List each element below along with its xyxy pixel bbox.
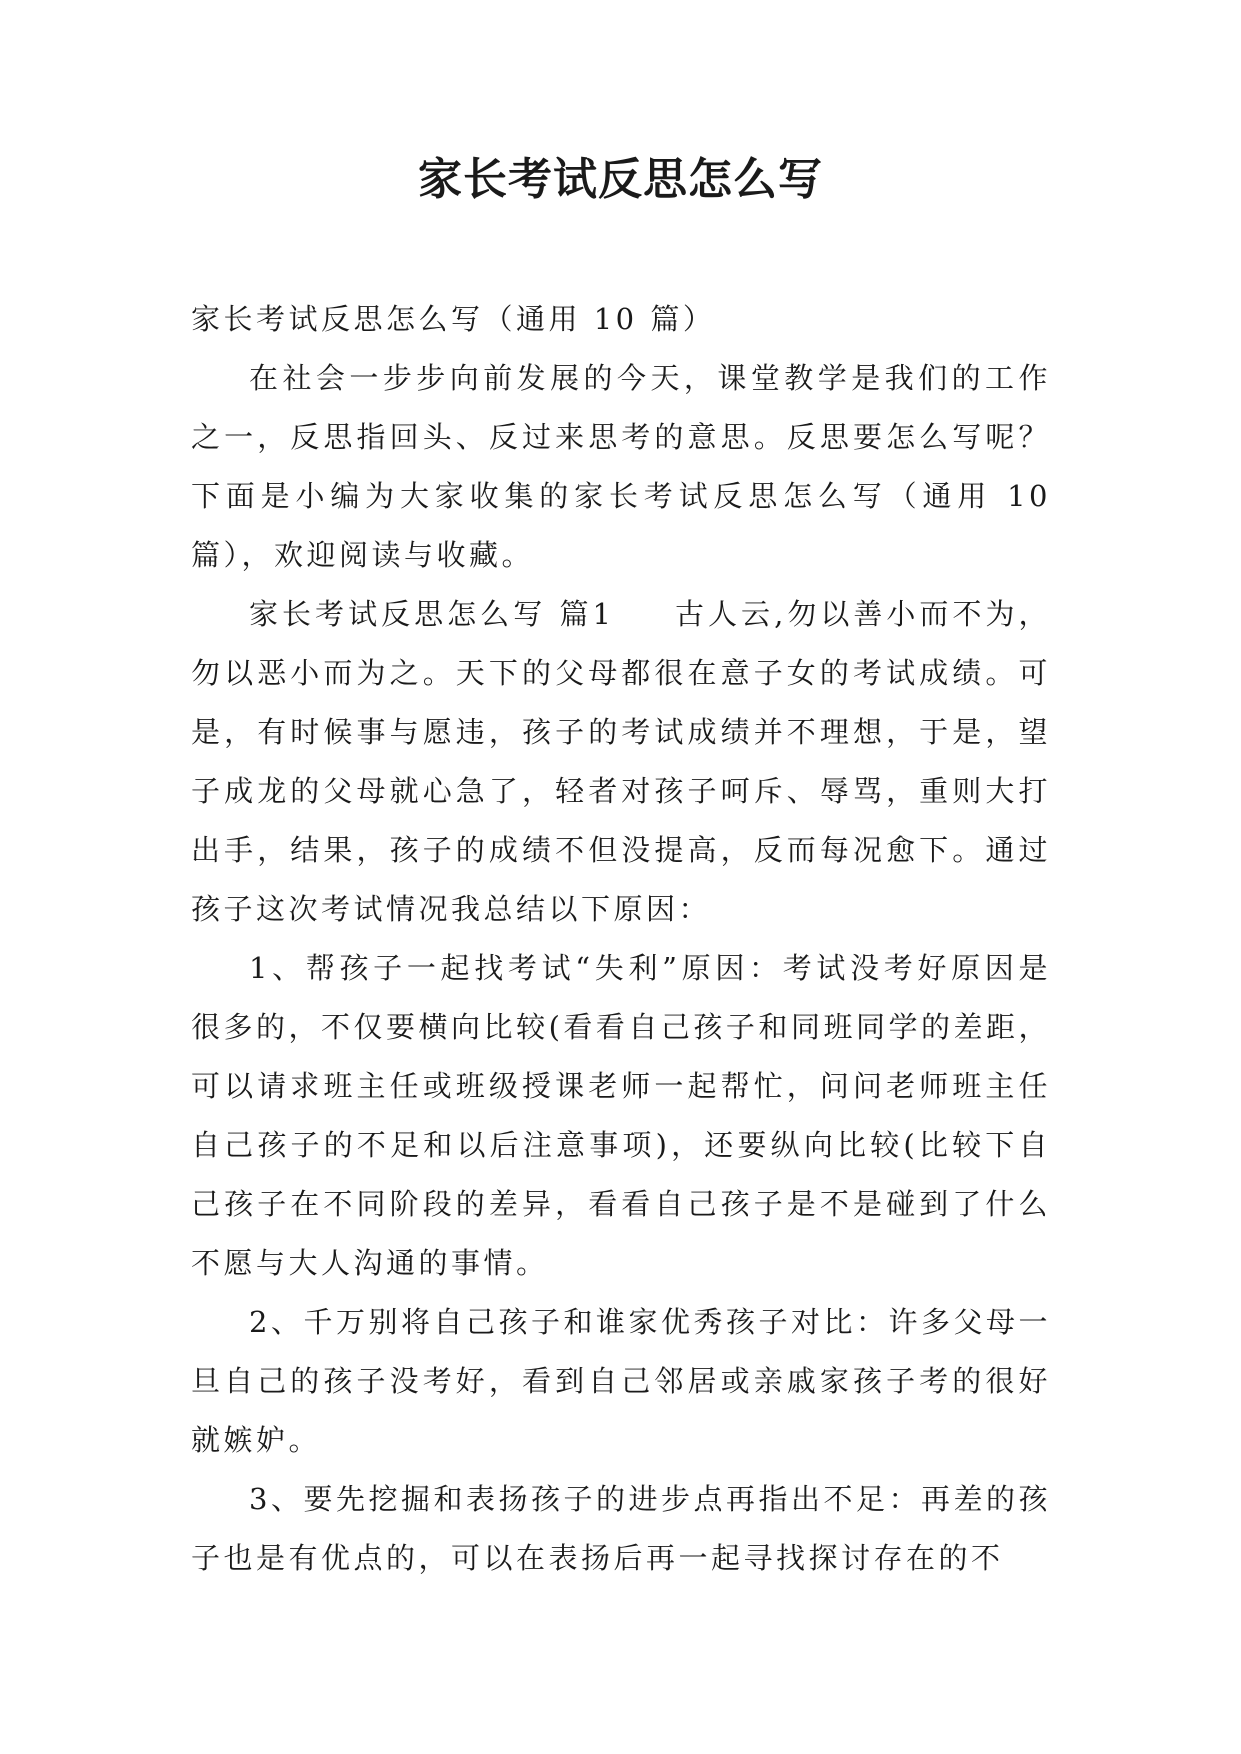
document-title: 家长考试反思怎么写: [418, 154, 823, 205]
point-2-paragraph: 2、千万别将自己孩子和谁家优秀孩子对比：许多父母一旦自己的孩子没考好，看到自己邻居或亲戚家孩子考的很好就嫉妒。: [191, 1305, 1051, 1457]
point-1-paragraph: 1、帮孩子一起找考试“失利”原因：考试没考好原因是很多的，不仅要横向比较(看看自己孩子和同班同学的差距，可以请求班主任或班级授课老师一起帮忙，问问老师班主任自己孩子的不足和以后注意事项)，还要纵向比较(比较下自己孩子在不同阶段的差异，看看自己孩子是不是碰到了什么不愿与大人沟通的事情。: [191, 951, 1051, 1280]
section-1-heading: 家长考试反思怎么写 篇1: [249, 597, 615, 631]
intro-paragraph: 在社会一步步向前发展的今天，课堂教学是我们的工作之一，反思指回头、反过来思考的意思。反思要怎么写呢？下面是小编为大家收集的家长考试反思怎么写（通用 10 篇），欢迎阅读与收藏。: [191, 361, 1051, 572]
section-1-text: 古人云,勿以善小而不为，勿以恶小而为之。天下的父母都很在意子女的考试成绩。可是，有时候事与愿违，孩子的考试成绩并不理想，于是，望子成龙的父母就心急了，轻者对孩子呵斥、辱骂，重则大打出手，结果，孩子的成绩不但没提高，反而每况愈下。通过孩子这次考试情况我总结以下原因：: [191, 597, 1052, 926]
document-body: [191, 290, 1051, 1588]
section-1-paragraph: [191, 585, 1051, 939]
document-subtitle: 家长考试反思怎么写（通用 10 篇）: [191, 302, 716, 336]
point-3-paragraph: 3、要先挖掘和表扬孩子的进步点再指出不足：再差的孩子也是有优点的，可以在表扬后再一起寻找探讨存在的不: [191, 1482, 1051, 1575]
